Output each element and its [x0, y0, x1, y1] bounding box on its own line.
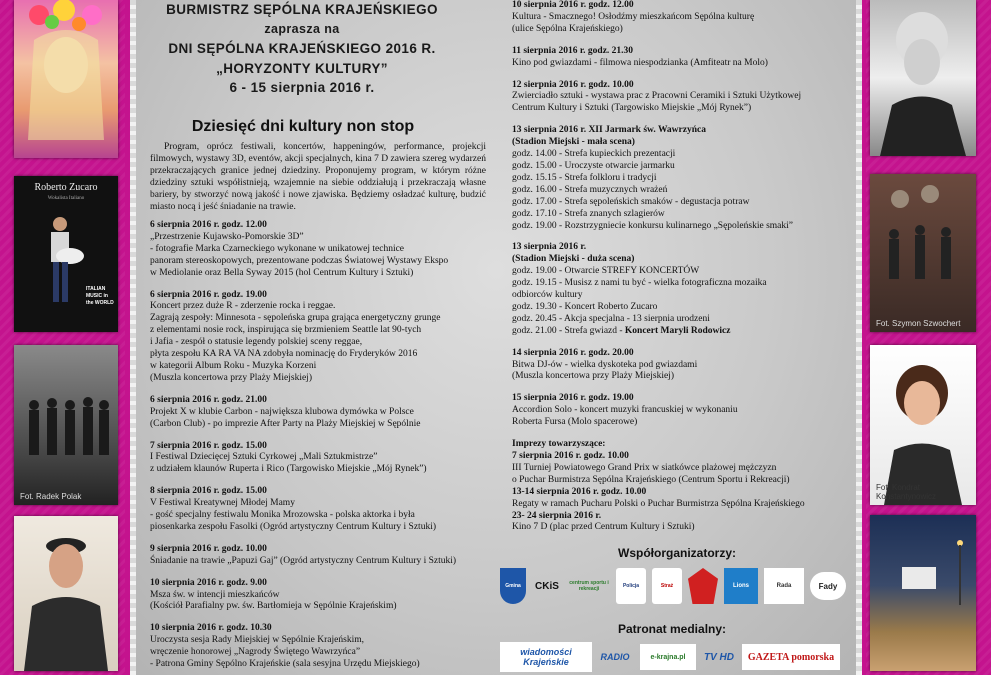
logo-red-shield — [688, 568, 718, 604]
event-line — [512, 326, 857, 338]
event-date: 6 sierpnia 2016 r. godz. 19.00 — [150, 289, 267, 300]
logo-text: Rada — [776, 583, 792, 589]
zucaro-title: Roberto Zucaro — [34, 182, 98, 193]
header-line3: DNI SĘPÓLNA KRAJEŃSKIEGO 2016 R. — [168, 41, 436, 56]
left-event — [150, 441, 490, 477]
event-date: 14 sierpnia 2016 r. godz. 20.00 — [512, 347, 634, 358]
event-line: odbiorców kultury — [512, 290, 583, 301]
logo-sports-centre — [568, 568, 610, 604]
accompanying-events — [512, 439, 857, 534]
night-cinema-scene — [870, 515, 976, 671]
event-line: Bitwa DJ-ów - wielka dyskoteka pod gwiazdami — [512, 359, 698, 370]
coorganizers-title: Współorganizatorzy: — [618, 546, 737, 560]
event-date: 13 sierpnia 2016 r. XII Jarmark św. Wawrzyńca — [512, 125, 706, 136]
event-line: piosenkarka zespołu Fasolki (Ogród artystyczny Centrum Kultury i Sztuki) — [150, 521, 437, 532]
event-line: (Carbon Club) - po imprezie After Party na Plaży Miejskiej w Sępólnie — [150, 418, 421, 429]
event-date: 6 sierpnia 2016 r. godz. 21.00 — [150, 394, 267, 405]
band-outdoor-figures — [870, 174, 976, 332]
logo-text: Policja — [622, 583, 640, 589]
headline-concert: Koncert Maryli Rodowicz — [624, 325, 731, 336]
event-line: godz. 15.15 - Strefa folkloru i tradycji — [512, 172, 657, 183]
logo-text: Straż — [660, 583, 674, 589]
event-line: Zwierciadło sztuki - wystawa prac z Pracowni Ceramiki i Sztuki Użytkowej — [512, 91, 802, 102]
left-event — [150, 290, 490, 385]
logo-radio — [596, 642, 634, 672]
event-line: Kino 7 D (plac przed Centrum Kultury i Sztuki) — [512, 522, 695, 533]
event-line: Msza św. w intencji mieszkańców — [150, 589, 280, 600]
event-line: Roberta Fursa (Molo spacerowe) — [512, 417, 638, 428]
logo-coat-of-arms — [500, 568, 526, 604]
event-line: i Jafia - zespół o statusie legendy polskiej sceny reggae, — [150, 337, 363, 348]
event-line: godz. 16.00 - Strefa muzycznych wrażeń — [512, 184, 668, 195]
logo-text: CKiS — [535, 580, 559, 592]
event-line: - gość specjalny festiwalu Monika Mrozowska - polska aktorka i była — [150, 510, 415, 521]
logo-police — [616, 568, 646, 604]
accompanying-title: Imprezy towarzyszące: — [512, 439, 606, 450]
woman-portrait — [870, 345, 976, 505]
event-line: Projekt X w klubie Carbon - największa klubowa dymówka w Polsce — [150, 406, 414, 417]
media-title: Patronat medialny: — [618, 622, 727, 636]
logo-fire-brigade — [652, 568, 682, 604]
event-line: godz. 19.00 - Rozstrzygniecie konkursu kulinarnego „Sępoleńskie smaki” — [512, 220, 793, 231]
event-line: godz. 17.00 - Strefa sępoleńskich smaków - degustacja potraw — [512, 196, 750, 207]
header-line1: BURMISTRZ SĘPÓLNA KRAJEŃSKIEGO — [166, 2, 438, 17]
logo-text: Gmina — [505, 583, 521, 589]
photo-band-polak — [14, 345, 118, 505]
event-venue: (Stadion Miejski - mała scena) — [512, 137, 635, 148]
photo-roberto-zucaro — [14, 176, 118, 332]
event-line: w kategorii Album Roku - Muzyka Korzeni — [150, 360, 317, 371]
event-line: Kino pod gwiazdami - filmowa niespodzianka (Amfiteatr na Molo) — [512, 57, 768, 68]
logo-e-krajna — [640, 644, 696, 670]
event-line: godz. 19.30 - Koncert Roberto Zucaro — [512, 301, 658, 312]
header-line2: zaprasza na — [264, 21, 340, 36]
event-date: 13 sierpnia 2016 r. — [512, 242, 587, 253]
event-line: - fotografie Marka Czarneckiego wykonane w unikatowej technice — [150, 243, 405, 254]
intro-paragraph: Program, oprócz festiwali, koncertów, happeningów, performance, projekcji filmowych, wystawy 3D, eventów, akcji specjalnych, kina 7 D zawiera szereg wydarzeń przekraczających granice jednej dziedziny. Proponujemy program, w którym różne dziedziny sztuki współistnieją, wzajemnie na siebie oddziałują i przekraczają własne bariery, by stworzyć nową jakość i nowe zjawiska. Będziemy osładzać kulturę, budzić miasto nocą i jeść śniadanie na trawie. — [150, 142, 486, 212]
event-line: (ulice Sępólna Krajeńskiego) — [512, 23, 623, 34]
logo-text: Lions — [733, 583, 749, 589]
event-line: o Puchar Burmistrza Sępólna Krajeńskiego (Centrum Sportu i Rekreacji) — [512, 474, 790, 485]
caption-szwochert: Fot. Szymon Szwochert — [876, 319, 961, 328]
event-line: „Przestrzenie Kujawsko-Pomorskie 3D” — [150, 231, 304, 242]
photo-woman-smiling — [870, 345, 976, 505]
right-event — [512, 348, 857, 384]
photo-maryla-bw — [870, 0, 976, 156]
event-line: (Muszla koncertowa przy Plaży Miejskiej) — [150, 372, 312, 383]
coorganizer-logos — [500, 568, 850, 606]
event-date: 10 sierpnia 2016 r. godz. 9.00 — [150, 577, 267, 588]
event-date: 11 sierpnia 2016 r. godz. 21.30 — [512, 45, 634, 56]
event-line: I Festiwal Dziecięcej Sztuki Cyrkowej „Mali Sztukmistrze” — [150, 452, 378, 463]
photo-singer-flowers — [14, 0, 118, 158]
photo-man-hat — [14, 516, 118, 671]
logo-lions — [724, 568, 758, 604]
left-events — [150, 220, 490, 671]
flower-crown-icon — [14, 0, 118, 158]
logo-text: wiadomości Krajeńskie — [520, 647, 572, 667]
event-line: godz. 14.00 - Strefa kupieckich prezentacji — [512, 149, 676, 160]
left-event — [150, 578, 490, 614]
event-line: z udziałem klaunów Ruperta i Rico (Targowisko Miejskie „Mój Rynek”) — [150, 464, 427, 475]
event-date: 9 sierpnia 2016 r. godz. 10.00 — [150, 543, 267, 554]
event-line: Zagrają zespoły: Minnesota - sępoleńska grupa grająca energetyczny grunge — [150, 313, 441, 324]
event-line: (Muszla koncertowa przy Plaży Miejskiej) — [512, 371, 674, 382]
caption-polak: Fot. Radek Polak — [20, 492, 82, 501]
event-venue: (Stadion Miejski - duża scena) — [512, 254, 635, 265]
right-event — [512, 125, 857, 232]
event-line-plain: godz. 21.00 - Strefa gwiazd - — [512, 325, 625, 336]
event-line: godz. 19.00 - Otwarcie STREFY KONCERTÓW — [512, 266, 700, 277]
paper-edge-left — [130, 0, 136, 675]
left-event — [150, 395, 490, 431]
event-date: 7 sierpnia 2016 r. godz. 10.00 — [512, 451, 629, 461]
right-event — [512, 0, 857, 36]
band-figures — [14, 345, 118, 505]
event-date: 23- 24 sierpnia 2016 r. — [512, 510, 602, 521]
photo-band-szwochert — [870, 174, 976, 332]
event-line: - Patrona Gminy Sępólno Krajeńskie (sala sesyjna Urzędu Miejskiego) — [150, 659, 420, 670]
event-line: Regaty w ramach Pucharu Polski o Puchar Burmistrza Sępólna Krajeńskiego — [512, 498, 805, 509]
event-line: płyta zespołu KA RA VA NA zdobyła nominację do Fryderyków 2016 — [150, 349, 418, 360]
event-line: godz. 19.15 - Musisz z nami tu być - wielka fotograficzna mozaika — [512, 278, 767, 289]
logo-text: RADIO — [600, 652, 630, 662]
event-line: V Festiwal Kreatywnej Młodej Mamy — [150, 498, 295, 509]
photo-night-beach — [870, 515, 976, 671]
event-line: Centrum Kultury i Sztuki (Targowisko Miejskie „Mój Rynek”) — [512, 103, 752, 114]
event-date: 7 sierpnia 2016 r. godz. 15.00 — [150, 440, 267, 451]
header — [132, 0, 472, 98]
event-date: 6 sierpnia 2016 r. godz. 12.00 — [150, 220, 267, 230]
man-portrait — [14, 516, 118, 671]
right-event — [512, 242, 857, 337]
event-line: Śniadanie na trawie „Papuzi Gaj” (Ogród artystyczny Centrum Kultury i Sztuki) — [150, 555, 457, 566]
left-event — [150, 544, 490, 568]
event-line: godz. 17.10 - Strefa znanych szlagierów — [512, 208, 665, 219]
event-date: 15 sierpnia 2016 r. godz. 19.00 — [512, 393, 634, 404]
left-event — [150, 486, 490, 534]
right-event — [512, 80, 857, 116]
event-line: Uroczysta sesja Rady Miejskiej w Sępólnie Krajeńskim, — [150, 635, 364, 646]
event-line: Kultura - Smacznego! Osłodźmy mieszkańcom Sępólna kulturę — [512, 11, 755, 22]
logo-ckis — [532, 568, 562, 604]
media-logos — [500, 642, 850, 672]
right-event — [512, 46, 857, 70]
logo-text: Fady — [818, 581, 838, 591]
logo-wiadomosci-krajenskie — [500, 642, 592, 672]
zucaro-subtitle: Wokalista Italiano — [47, 196, 85, 201]
logo-text: GAZETA pomorska — [747, 651, 835, 663]
logo-text: e-krajna.pl — [650, 653, 686, 661]
right-event — [512, 393, 857, 429]
event-date: 13-14 sierpnia 2016 r. godz. 10.00 — [512, 486, 647, 497]
event-date: 8 sierpnia 2016 r. godz. 15.00 — [150, 486, 267, 497]
event-line: III Turniej Powiatowego Grand Prix w siatkówce plażowej mężczyzn — [512, 462, 777, 473]
logo-fady — [810, 572, 846, 600]
caption-konstantynowicz: Fot. Kondrat Konstantynowicz — [876, 483, 937, 501]
event-line: z elementami nosie rock, inspirująca się brzmieniem Seattle lat 90-tych — [150, 325, 422, 336]
logo-tv-hd — [700, 642, 738, 672]
event-line: Koncert przez duże R - zderzenie rocka i reggae. — [150, 301, 336, 312]
event-date: 10 sierpnia 2016 r. godz. 12.00 — [512, 0, 634, 10]
logo-gazeta-pomorska — [742, 644, 840, 670]
logo-text: TV HD — [704, 651, 734, 663]
event-date: 12 sierpnia 2016 r. godz. 10.00 — [512, 79, 634, 90]
right-events — [512, 0, 857, 534]
left-event — [150, 623, 490, 671]
event-line: wręczenie honorowej „Nagrody Świętego Wawrzyńca” — [150, 647, 361, 658]
event-line: w Mediolanie oraz Bella Syway 2015 (hol Centrum Kultury i Sztuki) — [150, 267, 414, 278]
event-line: godz. 15.00 - Uroczyste otwarcie jarmarku — [512, 160, 675, 171]
header-line5: 6 - 15 sierpnia 2016 r. — [229, 80, 375, 95]
event-line: Accordion Solo - koncert muzyki francuskiej w wykonaniu — [512, 405, 738, 416]
logo-council — [764, 568, 804, 604]
subtitle: Dziesięć dni kultury non stop — [191, 118, 415, 135]
event-date: 10 sierpnia 2016 r. godz. 10.30 — [150, 623, 272, 634]
event-line: godz. 20.45 - Akcja specjalna - 13 sierpnia urodzeni — [512, 313, 710, 324]
singer-portrait-bw — [870, 0, 976, 156]
event-line: (Kościół Parafialny pw. św. Bartłomieja w Sępólnie Krajeńskim) — [150, 601, 397, 612]
logo-text: centrum sportu i rekreacji — [569, 580, 609, 592]
left-event — [150, 220, 490, 280]
zucaro-music-label: ITALIAN MUSIC in the WORLD — [86, 286, 114, 306]
header-line4: „HORYZONTY KULTURY” — [216, 60, 388, 76]
event-line: panoram stereoskopowych, prezentowane podczas Światowej Wystawy Ekspo — [150, 255, 449, 266]
